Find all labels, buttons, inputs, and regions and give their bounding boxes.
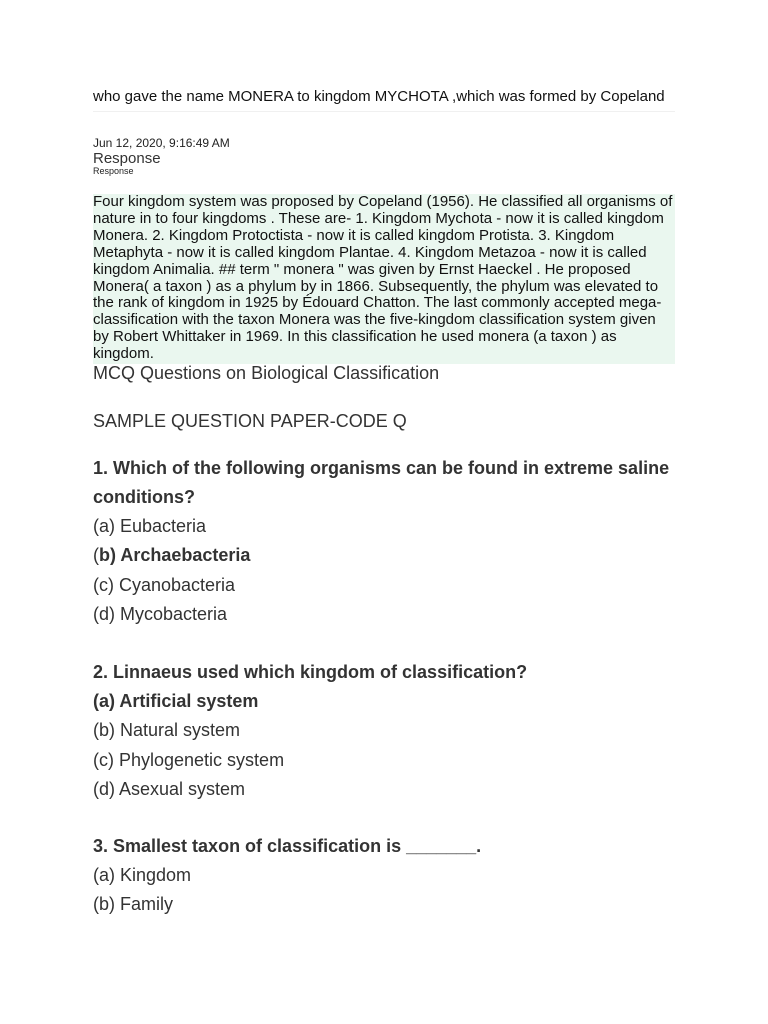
question-3 (93, 832, 693, 920)
option-3a: (a) Kingdom (93, 865, 192, 885)
question-1 (93, 454, 693, 629)
option-1c: (c) Cyanobacteria (93, 574, 236, 595)
option-2d: (d) Asexual system (93, 778, 246, 799)
option-1b-answer: b) Archaebacteria (99, 545, 251, 566)
option-1b (93, 541, 693, 570)
response-heading: Response (93, 150, 161, 167)
option-1d: (d) Mycobacteria (93, 603, 228, 624)
response-label: Response (93, 166, 134, 176)
question-2-text: 2. Linnaeus used which kingdom of classification? (93, 662, 528, 682)
option-1b-paren: ( (93, 545, 99, 566)
option-2c: (c) Phylogenetic system (93, 749, 285, 770)
option-2b: (b) Natural system (93, 720, 241, 741)
mcq-section-title: MCQ Questions on Biological Classification (93, 363, 440, 383)
question-2 (93, 658, 693, 804)
answer-text: Four kingdom system was proposed by Copeland (1956). He classified all organisms of nature in to four kingdoms . These are- 1. Kingdom Mychota - now it is called kingdom Monera. 2. Kingdom Protoctista - now it is called kingdom Protista. 3. Kingdom Metaphyta - now it is called kingdom Plantae. 4. Kingdom Metazoa - now it is called kingdom Animalia. ## term " monera " was given by Ernst Haeckel . He proposed Monera( a taxon ) as a phylum by in 1866. Subsequently, the phylum was elevated to the rank of kingdom in 1925 by Édouard Chatton. The last commonly accepted mega-classification with the taxon Monera was the five-kingdom classification system given by Robert Whittaker in 1969. In this classification he used monera (a taxon ) as kingdom. (93, 194, 675, 364)
question-title: who gave the name MONERA to kingdom MYCHOTA ,which was formed by Copeland (93, 88, 675, 112)
option-1a: (a) Eubacteria (93, 516, 207, 536)
question-1-text: 1. Which of the following organisms can be found in extreme saline conditions? (93, 458, 670, 507)
option-2a: (a) Artificial system (93, 691, 259, 711)
question-3-text: 3. Smallest taxon of classification is _______. (93, 836, 482, 856)
timestamp: Jun 12, 2020, 9:16:49 AM (93, 136, 230, 150)
sample-paper-title: SAMPLE QUESTION PAPER-CODE Q (93, 411, 407, 431)
option-3b: (b) Family (93, 894, 173, 915)
